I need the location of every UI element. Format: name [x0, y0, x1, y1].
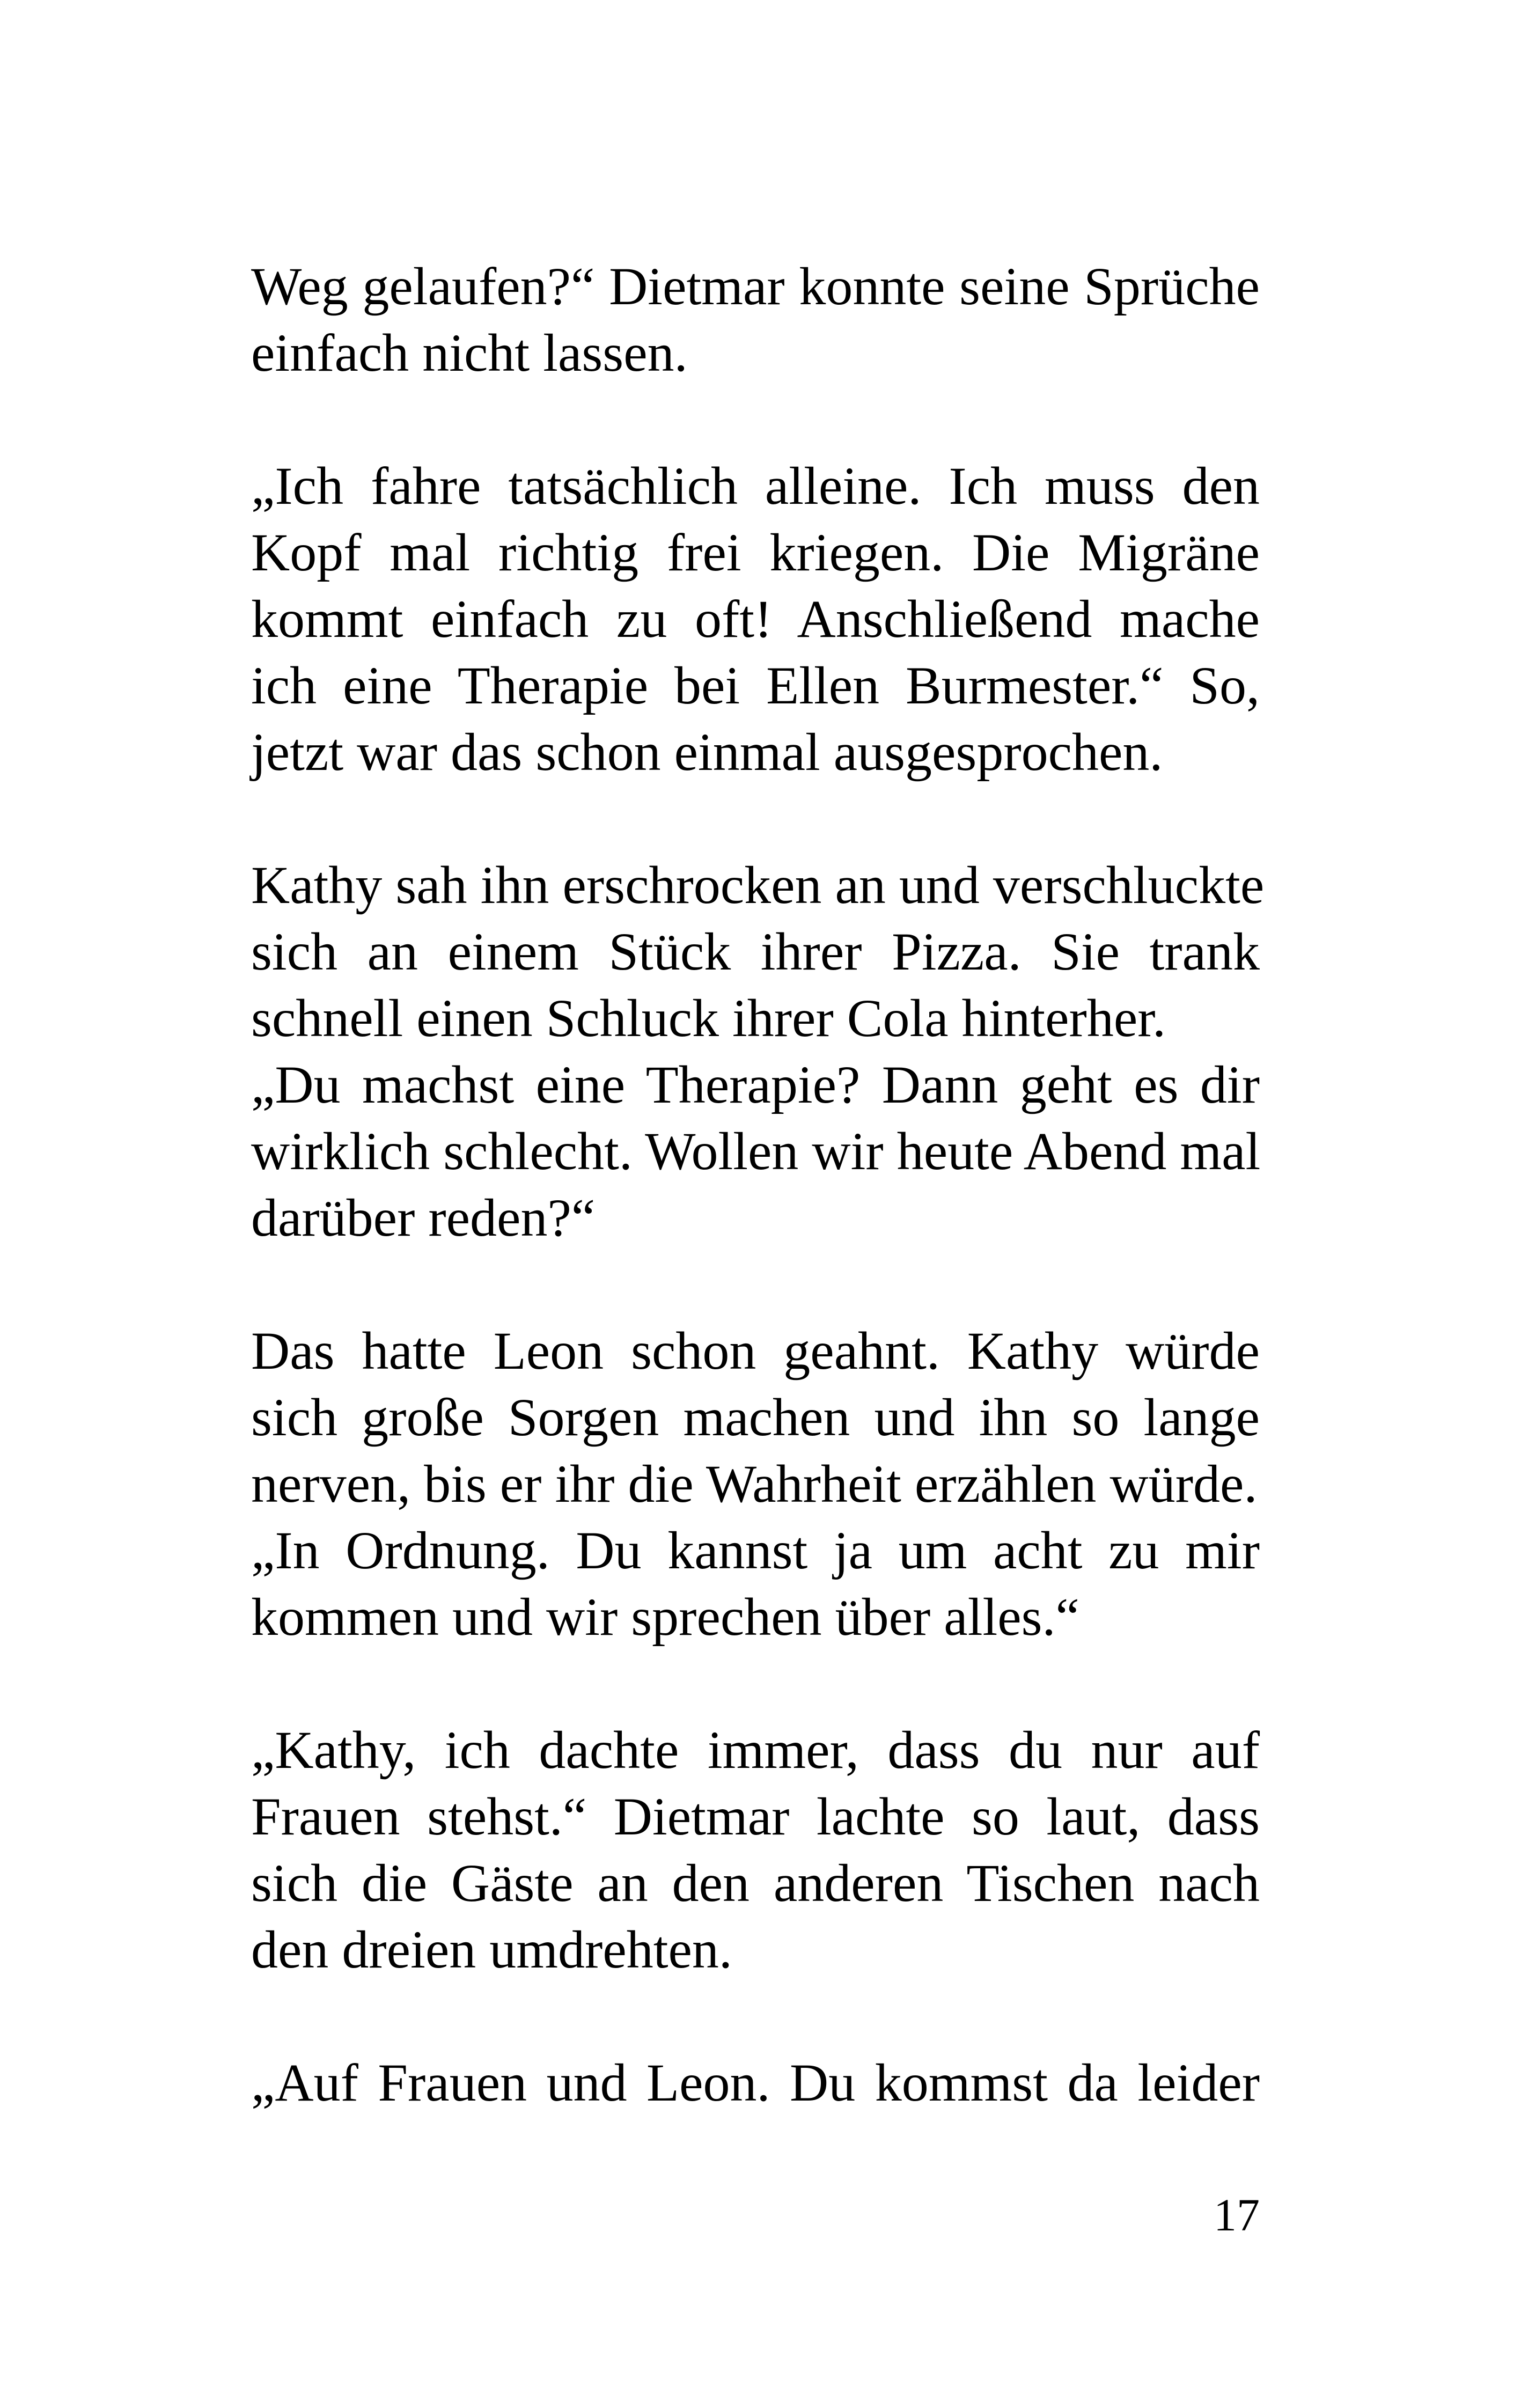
- page-number: 17: [1214, 2189, 1260, 2241]
- text-line: darüber reden?“: [251, 1188, 596, 1247]
- paragraph-2: [251, 453, 1260, 785]
- text-line: Kopf mal richtig frei kriegen. Die Migräne: [251, 523, 1260, 582]
- text-line: „Kathy, ich dachte immer, dass du nur auf: [251, 1720, 1260, 1780]
- text-line: wirklich schlecht. Wollen wir heute Abend mal: [251, 1121, 1261, 1181]
- text-line: jetzt war das schon einmal ausgesprochen.: [251, 722, 1163, 782]
- text-line: kommen und wir sprechen über alles.“: [251, 1587, 1079, 1647]
- text-line: den dreien umdrehten.: [251, 1920, 732, 1979]
- paragraph-1: [251, 253, 1260, 386]
- text-line: Weg gelaufen?“ Dietmar konnte seine Sprüche: [251, 256, 1260, 316]
- text-line: „Du machst eine Therapie? Dann geht es dir: [251, 1055, 1260, 1114]
- paragraph-6: [251, 2050, 1260, 2116]
- text-line: Frauen stehst.“ Dietmar lachte so laut, dass: [251, 1787, 1260, 1846]
- text-line: Kathy sah ihn erschrocken an und verschluckte: [251, 855, 1265, 915]
- text-line: ich eine Therapie bei Ellen Burmester.“ So,: [251, 656, 1260, 715]
- text-line: schnell einen Schluck ihrer Cola hinterher.: [251, 988, 1166, 1048]
- text-line: sich an einem Stück ihrer Pizza. Sie trank: [251, 922, 1260, 981]
- text-line: einfach nicht lassen.: [251, 323, 688, 383]
- text-line: kommt einfach zu oft! Anschließend mache: [251, 589, 1260, 649]
- text-line: sich die Gäste an den anderen Tischen nach: [251, 1853, 1260, 1913]
- paragraph-3: [251, 852, 1265, 1251]
- text-line: „In Ordnung. Du kannst ja um acht zu mir: [251, 1521, 1260, 1580]
- text-line: „Auf Frauen und Leon. Du kommst da leider: [251, 2053, 1260, 2112]
- paragraph-4: [251, 1318, 1260, 1650]
- text-line: nerven, bis er ihr die Wahrheit erzählen würde.: [251, 1454, 1258, 1514]
- text-line: sich große Sorgen machen und ihn so lange: [251, 1387, 1260, 1447]
- text-line: „Ich fahre tatsächlich alleine. Ich muss den: [251, 456, 1260, 516]
- text-line: Das hatte Leon schon geahnt. Kathy würde: [251, 1321, 1260, 1381]
- body-text: [251, 253, 1265, 2183]
- paragraph-5: [251, 1717, 1260, 1983]
